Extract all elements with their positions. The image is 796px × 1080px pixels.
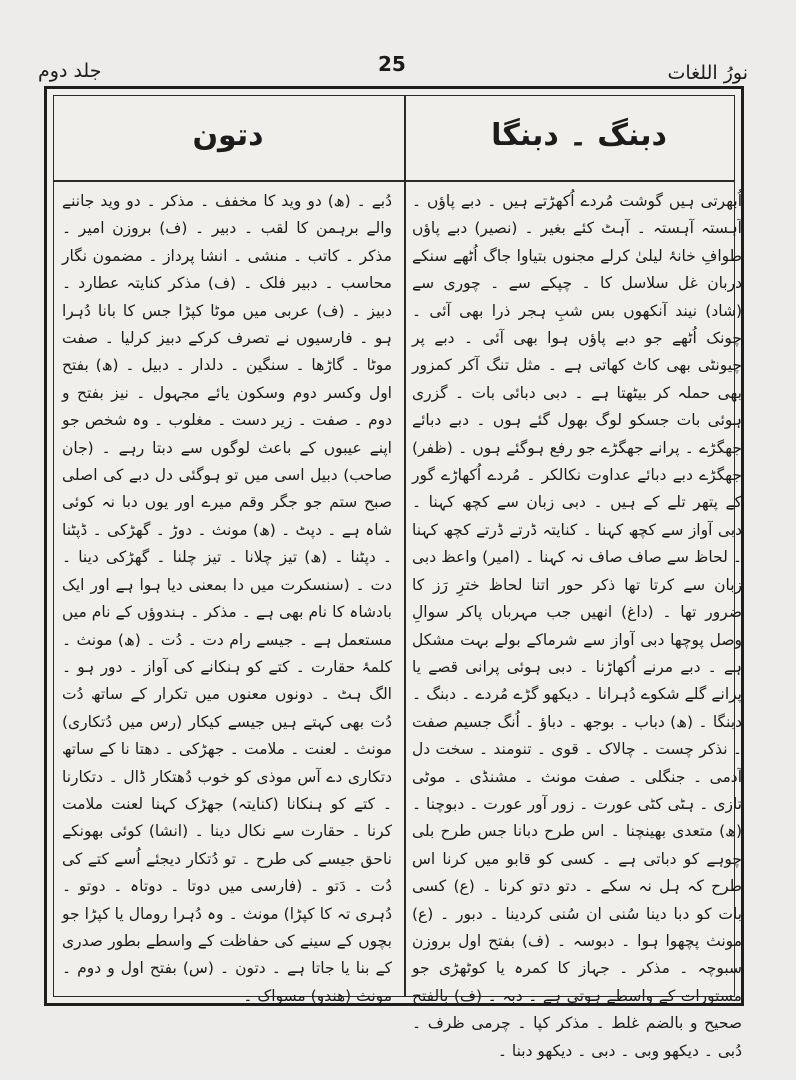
left-column-paragraph: دُبے ۔ (ھ) دو وید کا مخفف ۔ مذکر ۔ دو وید جاننے والے برہمن کا لقب ۔ دبیر ۔ (ف) بروزن امیر ۔ مذکر ۔ کاتب ۔ منشی ۔ انشا پرداز ۔ مضمون نگار محاسب ۔ دبیر فلک ۔ (ف) مذکر کنایتہ عطارد ۔ دبیز ۔ (ف) عربی میں موٹا کپڑا جس کا بانا دُہرا ہو ۔ فارسیوں نے تصرف کرکے دبیز کرلیا ۔ صفت موٹا ۔ گاڑھا ۔ سنگین ۔ دلدار ۔ دبیل ۔ (ھ) بفتح اول وکسر دوم وسکون یائے مجہول ۔ نیز بفتح و دوم ۔ صفت ۔ زیر دست ۔ مغلوب ۔ وہ شخص جو اپنے عیبوں کے باعث لوگوں سے دبتا رہے ۔ (جان صاحب) دبیل اسی میں تو ہوگئی دل دبے کی اصلی صبح ستم جو جگر وقم میرے اور یوں دبا نہ کوئی شاہ ہے ۔ دپٹ ۔ (ھ) مونث ۔ دوڑ ۔ گھڑکی ۔ ڈپٹنا ۔ دپٹنا ۔ (ھ) تیز چلانا ۔ تیز چلنا ۔ گھڑکی دینا ۔ دت ۔ (سنسکرت میں دا بمعنی دیا ہوا ہے اور ایک بادشاہ کا نام بھی ہے ۔ مذکر ۔ ہندوؤں کے نام میں مستعمل ہے ۔ جیسے رام دت ۔ دُت ۔ (ھ) مونث ۔ کلمۂ حقارت ۔ کتے کو ہنکانے کی آواز ۔ دور ہو ۔ الگ ہٹ ۔ دونوں معنوں میں تکرار کے ساتھ دُت دُت بھی کہتے ہیں جیسے کیکار (رس میں دُتکاری) مونث ۔ لعنت ۔ ملامت ۔ جھڑکی ۔ دھتا نا کے ساتھ دتکاری دے آس موذی کو خوب دُھتکار ڈال ۔ دتکارنا ۔ کتے کو ہنکانا (کنایتہ) جھڑک کہنا لعنت ملامت کرنا ۔ حقارت سے نکال دینا ۔ (انشا) کوئی بھونکے ناحق جیسے کی طرح ۔ تو دُتکار دیجئے اُسے کتے کی دُت ۔ دَتو ۔ (فارسی میں دوتا ۔ دوتاہ ۔ دوتو ۔ دُہری تہ کا کپڑا) مونث ۔ وہ دُہرا رومال یا کپڑا جو بچوں کے سینے کی حفاظت کے واسطے بطور صدری کے بنا یا جاتا ہے ۔ دتون ۔ (س) بفتح اول و دوم ۔ مونث (ھندو) مسواک ۔ (62, 192, 392, 1005)
right-column-text (412, 188, 742, 1060)
column-divider (404, 96, 406, 996)
book-title: نورُ اللغات (667, 62, 748, 84)
left-column-text (62, 188, 392, 1005)
volume-label: جلد دوم (38, 60, 102, 82)
page-frame (44, 86, 744, 1060)
right-column-heading: دبنگ ۔ دبنگا (491, 118, 667, 153)
running-head (0, 40, 796, 84)
page-number: 25 (378, 52, 406, 76)
header-rule (54, 180, 734, 182)
left-column-heading: دتون (192, 118, 264, 153)
inner-border (53, 95, 742, 1060)
right-column-paragraph: اُبھرتی ہیں گوشت مُردے اُکھڑتے ہیں ۔ دبے پاؤں ۔ آہستہ آہستہ ۔ آہٹ کئے بغیر ۔ (نصیر) دبے پاؤں طوافِ خانۂ لیلیٰ کرلے مجنوں بتیاوا جاگ اُٹھے سنکے دربان غل سلاسل کا ۔ چپکے سے ۔ چوری سے (شاد) نیند آنکھوں بس شبِ ہجر ذرا بھی آئی ۔ چونک اُٹھے جو دبے پاؤں ہوا بھی آئی ۔ دبے پر چیونٹی بھی کاٹ کھاتی ہے ۔ مثل تنگ آکر کمزور بھی حملہ کر بیٹھتا ہے ۔ دبی دبائی بات ۔ گزری ہوئی بات جسکو لوگ بھول گئے ہوں ۔ دبے دبائے جھگڑے ۔ پرانے جھگڑے جو رفع ہوگئے ہوں ۔ (ظفر) جھگڑے دبے دبائے عداوت نکالکر ۔ مُردے اُکھاڑے گور کے پتھر تلے کے ہیں ۔ دبی زبان سے کچھ کہنا ۔ دبی آواز سے کچھ کہنا ۔ کنایتہ ڈرتے ڈرتے کچھ کہنا ۔ لحاظ سے صاف صاف نہ کہنا ۔ (امیر) واعظ دبی زبان سے کرتا تھا ذکر حور اتنا لحاظ خترِ رَز کا ضرور تھا ۔ (داغ) انھیں جب مہرباں پاکر سوالِ وصل پوچھا دبی آواز سے شرماکے بولے بہت مشکل ہے ۔ دبے مرنے اُکھاڑنا ۔ دبی ہوئی پرانی قصے یا پرانے گلے شکوے دُہرانا ۔ دیکھو گڑے مُردے ۔ دبنگ ۔ دبنگا ۔ (ھ) دباب ۔ بوجھ ۔ دباؤ ۔ اُنگ جسیم صفت ۔ نذکر چست ۔ چالاک ۔ قوی ۔ تنومند ۔ سخت دل آدمی ۔ جنگلی ۔ صفت مونث ۔ مشنڈی ۔ موٹی تازی ۔ ہٹی کٹی عورت ۔ زور آور عورت ۔ دبوچنا ۔ (ھ) متعدی بھینچنا ۔ اس طرح دبانا جس طرح بلی چوہے کو دباتی ہے ۔ کسی کو قابو میں کرنا اس طرح کہ ہل نہ سکے ۔ دتو دتو کرنا ۔ (ع) کسی بات کو دبا دینا سُنی ان سُنی کردینا ۔ دبور ۔ (ع) مونث پچھوا ہوا ۔ دبوسہ ۔ (ف) بفتح اول بروزن سبوچہ ۔ مذکر ۔ جہاز کا کمرہ یا کوٹھڑی جو مستورات کے واسطے ہوتی ہے ۔ دبہ ۔ (ف) بالفتح صحیح و بالضم غلط ۔ مذکر کپا ۔ چرمی ظرف ۔ دُبی ۔ دیکھو وبی ۔ دبی ۔ دیکھو دبنا ۔ (412, 192, 742, 1060)
